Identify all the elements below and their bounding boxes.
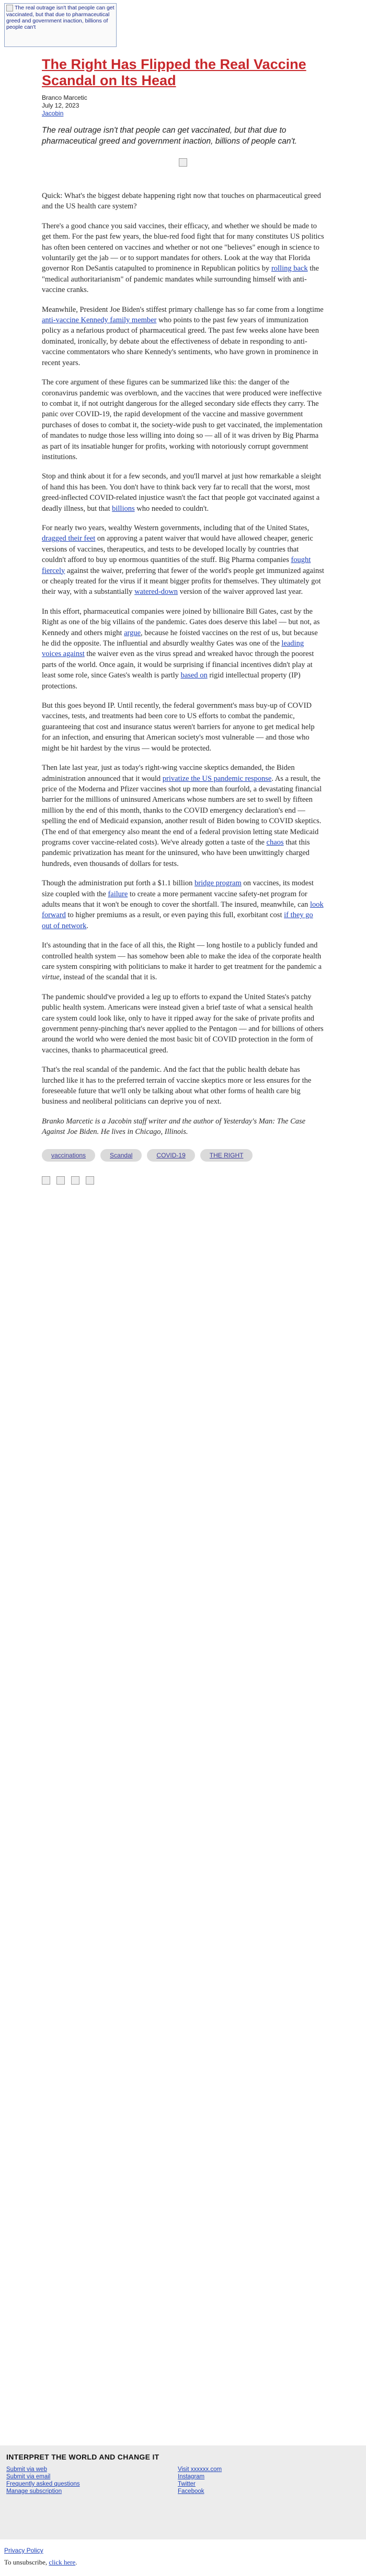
paragraph-text: against the waiver, preferring that fewer of the world's people get immunized against or cheaply treated for the virus if it meant bigger profits for themselves. They ultimately got their way, with a substantially <box>42 566 324 596</box>
paragraph-text: that this pandemic privatization has meant for the uninsured, who have been unwittingly charged hundreds, even thousands of dollars for tests. <box>42 838 310 868</box>
article-title-link[interactable]: The Right Has Flipped the Real Vaccine Scandal on Its Head <box>42 56 306 88</box>
inline-link[interactable]: fought fiercely <box>42 556 311 575</box>
paragraph-text: to higher premiums as a result, or even paying this full, exorbitant cost <box>65 911 284 920</box>
footer-left-links <box>6 2466 178 2495</box>
tag-pill[interactable]: vaccinations <box>42 1149 95 1162</box>
unsubscribe-prefix: To unsubscribe, <box>4 2558 49 2566</box>
inline-link[interactable]: based on <box>180 671 208 680</box>
paragraph-text: Meanwhile, President Joe Biden's stiffest primary challenge has so far come from a longtime <box>42 305 324 314</box>
paragraph-text: who points to the past few years of immunization policy as a nefarious product of pharmaceutical greed. The past few weeks alone have been dominated, ironically, by debate about the effectiveness of debate in responding to anti-vaccine commentators who share Kennedy's sentiments, who have grown in prominence in recent years. <box>42 316 319 367</box>
article-paragraph <box>42 191 324 212</box>
footer-link[interactable]: Twitter <box>178 2481 196 2487</box>
paragraph-text: That's the real scandal of the pandemic. And the fact that the public health debate has lurched like it has to the preferred terrain of vaccine skeptics more or less ensures for the foreseeable future that we'll only be talking about what other forms of health care big business and neoliberal politicians can deprive you of next. <box>42 1065 312 1106</box>
article-paragraph <box>42 606 324 692</box>
inline-link[interactable]: watered-down <box>134 588 178 596</box>
paragraph-text: the "medical authoritarianism" of pandemic mandates while surrounding himself with anti-vaccine cranks. <box>42 264 319 295</box>
footer-link[interactable]: Submit via web <box>6 2466 47 2473</box>
paragraph-text: But this goes beyond IP. Until recently, the federal government's mass buy-up of COVID vaccines, tests, and treatments had been core to US efforts to combat the pandemic, guaranteeing that cost and insurance status weren't barriers for anyone to get medical help for an infection, and ensuring that American society's most vulnerable — and those who might be hit hardest by the virus — would be protected. <box>42 701 315 753</box>
paragraph-text: who needed to couldn't. <box>134 504 209 513</box>
article-paragraph <box>42 471 324 514</box>
email-icon[interactable] <box>86 1176 94 1185</box>
footer-link[interactable]: Submit via email <box>6 2474 51 2480</box>
publication-link[interactable]: Jacobin <box>42 110 64 117</box>
inline-link[interactable]: if they go out of network <box>42 911 313 930</box>
article-date: July 12, 2023 <box>42 102 79 109</box>
unsubscribe-link[interactable]: click here <box>49 2558 76 2566</box>
tag-pill[interactable]: COVID-19 <box>147 1149 195 1162</box>
paragraph-text: The core argument of these figures can be summarized like this: the danger of the coronavirus pandemic was overblown, and the vaccines that were produced were ineffective to combat it, if not outright dangerous for the alleged secondary side effects they carry. The panic over COVID-19, the rapid development of the vaccine and massive government purchases of doses to combat it, the society-wide push to get vaccinated, the implementation of mandates to nudge those less willing into doing so — all of it was driven by Big Pharma as part of its insatiable hunger for profits, working with notoriously corrupt government institutions. <box>42 378 323 461</box>
inline-link[interactable]: argue <box>124 628 141 637</box>
paragraph-text: , because he foisted vaccines on the rest of us, but because he did the opposite. The influential and absurdly wealthy Gates was one of the <box>42 628 318 648</box>
inline-link[interactable]: chaos <box>266 838 284 847</box>
article-paragraph <box>42 992 324 1056</box>
social-share-row <box>42 1176 324 1185</box>
paragraph-text: the waiver even as the virus spread and wreaked havoc through the poorest parts of the world. Once again, it would be surprising if financial incentives didn't play at least some role, since Gates's wealth is partly <box>42 650 314 680</box>
paragraph-text: on approving a patent waiver that would have allowed cheaper, generic versions of vaccines, therapeutics, and tests to be developed locally by countries that couldn't afford to buy up enormous quantities of the stuff. Big Pharma companies <box>42 534 313 565</box>
twitter-icon[interactable] <box>56 1176 65 1185</box>
unsubscribe-line <box>4 2558 77 2567</box>
instagram-icon[interactable] <box>71 1176 79 1185</box>
paragraph-text: rigid intellectual property (IP) protections. <box>42 671 301 690</box>
inline-link[interactable]: anti-vaccine Kennedy family member <box>42 316 157 325</box>
emphasis-text: virtue <box>42 973 60 982</box>
article <box>42 56 324 1185</box>
header-image-alt-text: The real outrage isn't that people can get vaccinated, but that due to pharmaceutical greed and government inaction, billions of people can't <box>6 5 115 30</box>
paragraph-text: . <box>86 921 88 930</box>
inline-link[interactable]: failure <box>108 889 128 898</box>
article-paragraph <box>42 700 324 754</box>
unsubscribe-suffix: . <box>75 2558 77 2566</box>
footer-link[interactable]: Instagram <box>178 2474 205 2480</box>
paragraph-text: In this effort, pharmaceutical companies were joined by billionaire Bill Gates, cast by the Right as one of the big villains of the pandemic. Gates does deserve this label — but not, as Kennedy and others might <box>42 607 320 637</box>
author-bio: Branko Marcetic is a Jacobin staff writer and the author of Yesterday's Man: The Case Against Joe Biden. He lives in Chicago, Illinois. <box>42 1117 306 1137</box>
article-paragraph <box>42 523 324 598</box>
footer-link[interactable]: Manage subscription <box>6 2488 62 2495</box>
tag-list <box>42 1149 261 1162</box>
footer-right-links <box>178 2466 349 2495</box>
paragraph-text: Then late last year, just as today's right-wing vaccine skeptics demanded, the Biden administration announced that it would <box>42 764 295 783</box>
article-paragraph <box>42 940 324 983</box>
footer <box>0 2445 366 2539</box>
privacy-policy-link[interactable]: Privacy Policy <box>4 2547 43 2554</box>
article-dek: The real outrage isn't that people can get vaccinated, but that due to pharmaceutical greed and government inaction, billions of people can't. <box>42 126 298 146</box>
article-body <box>42 191 324 1107</box>
inline-link[interactable]: dragged their feet <box>42 534 96 543</box>
facebook-icon[interactable] <box>42 1176 50 1185</box>
inline-link[interactable]: leading voices against <box>42 639 304 659</box>
paragraph-text: It's astounding that in the face of all this, the Right — long hostile to a publicly funded and controlled health system — has somehow been able to make the idea of the corporate health care system conspiring with politicians to make it harder to get treatment for the pandemic a <box>42 941 322 971</box>
broken-image-icon <box>179 158 187 167</box>
footer-heading: INTERPRET THE WORLD AND CHANGE IT <box>6 2453 159 2461</box>
paragraph-text: Quick: What's the biggest debate happening right now that touches on pharmaceutical greed and the US health care system? <box>42 192 321 211</box>
inline-link[interactable]: look forward <box>42 900 324 920</box>
inline-link[interactable]: billions <box>112 504 135 513</box>
tag-pill[interactable]: Scandal <box>100 1149 142 1162</box>
article-meta <box>42 94 324 118</box>
article-paragraph <box>42 1064 324 1107</box>
tag-pill[interactable]: THE RIGHT <box>200 1149 253 1162</box>
footer-link[interactable]: Facebook <box>178 2488 204 2495</box>
header-image-placeholder[interactable] <box>4 3 117 47</box>
article-paragraph <box>42 221 324 296</box>
inline-link[interactable]: privatize the US pandemic response <box>162 774 272 783</box>
paragraph-text: version of the waiver approved last year. <box>178 588 303 596</box>
paragraph-text: , instead of the scandal that it is. <box>59 973 157 982</box>
paragraph-text: Stop and think about it for a few seconds, and you'll marvel at just how remarkable a sleight of hand this has been. You don't have to think back very far to recall that the worst, most greed-inflected COVID-related injustice wasn't the fact that people got vaccinated against a deadly illness, but that <box>42 472 322 513</box>
paragraph-text: on vaccines, its modest size coupled with the <box>42 879 314 898</box>
author-name: Branco Marcetic <box>42 94 87 101</box>
paragraph-text: The pandemic should've provided a leg up to efforts to expand the United States's patchy public health system. Americans were instead given a brief taste of what a sensical health care system could look like, only to have it ripped away for the sake of private profits and government penny-pinching that's never applied to the Pentagon — and for billions of others around the world who were denied the most basic bit of COVID protection in the form of vaccines, thanks to pharmaceutical greed. <box>42 992 324 1055</box>
broken-image-icon <box>6 5 13 11</box>
paragraph-text: Though the administration put forth a $1.1 billion <box>42 879 195 888</box>
footer-link[interactable]: Frequently asked questions <box>6 2481 80 2487</box>
paragraph-text: . As a result, the price of the Moderna and Pfizer vaccines shot up more than fourfold, a devastating financial barrier for the millions of uninsured Americans whose numbers are set to swell by fifteen million by the end of this month, thanks to the COVID emergency declaration's end — spelling the end of Medicaid expansion, another result of Biden bowing to COVID skeptics. (The end of that emergency also meant the end of a federal provision letting state Medicaid programs cover vaccine-related costs). We've already gotten a taste of the <box>42 774 322 847</box>
article-paragraph <box>42 763 324 869</box>
paragraph-text: to create a more permanent vaccine safety-net program for adults means that it won't be enough to cover the shortfall. The insured, meanwhile, can <box>42 889 310 909</box>
paragraph-text: For nearly two years, wealthy Western governments, including that of the United States, <box>42 523 310 532</box>
paragraph-text: There's a good chance you said vaccines, their efficacy, and whether we should be made to get them. For the past few years, the blue-red food fight that for many constitutes US politics has often been centered on vaccines and whether or not one "believes" enough in science to voluntarily get the jab — or to support mandates for others. Look at the way that Florida governor Ron DeSantis catapulted to prominence in Republican politics by <box>42 221 324 273</box>
inline-link[interactable]: rolling back <box>271 264 308 273</box>
article-paragraph <box>42 377 324 462</box>
footer-link[interactable]: Visit xxxxxx.com <box>178 2466 222 2473</box>
article-paragraph <box>42 878 324 931</box>
article-paragraph <box>42 305 324 368</box>
inline-link[interactable]: bridge program <box>194 879 242 888</box>
